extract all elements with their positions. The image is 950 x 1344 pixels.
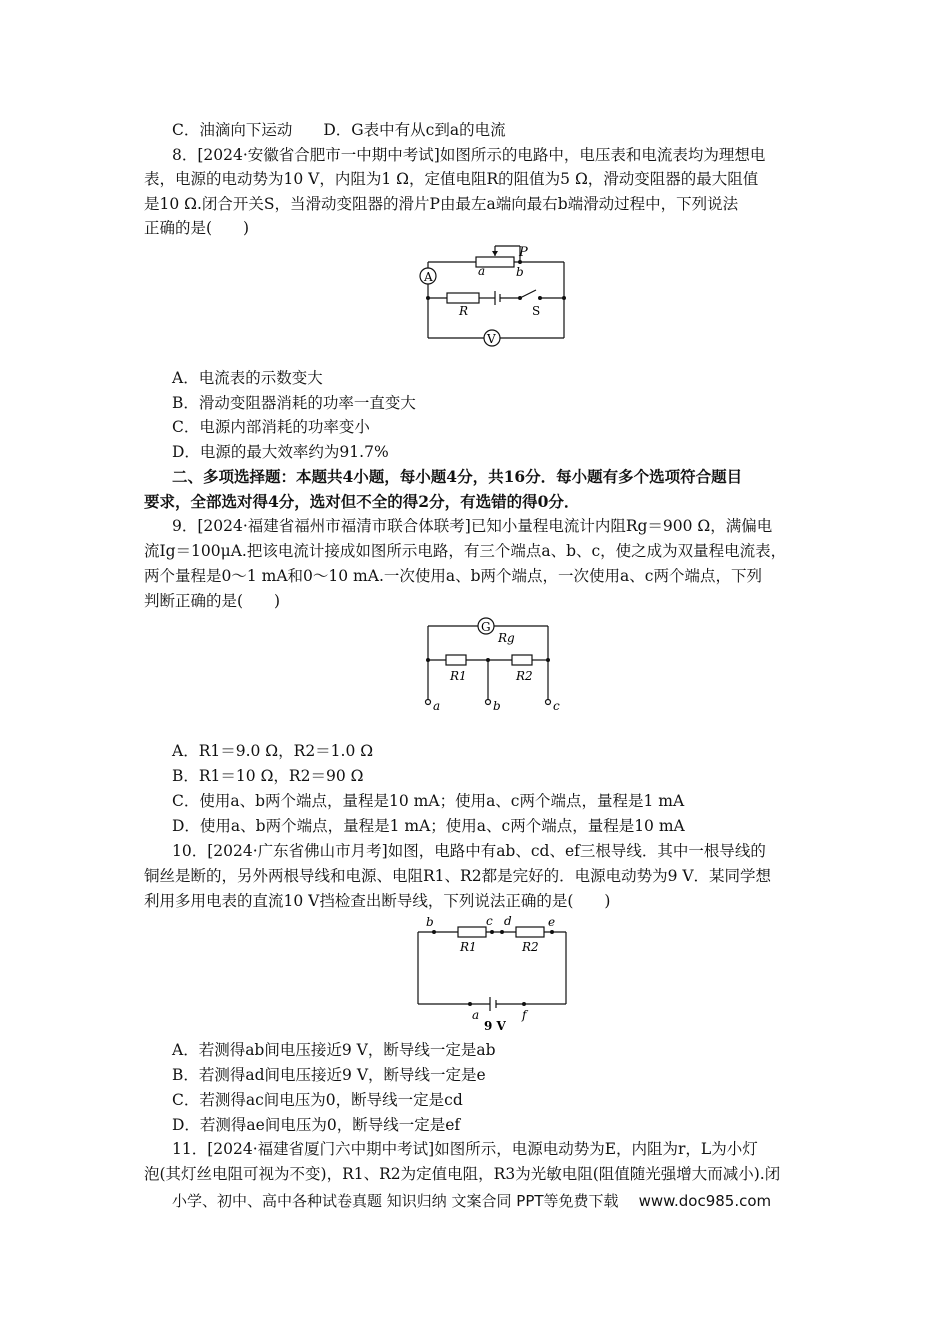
page-footer (172, 1190, 771, 1212)
q9-option-c: C．使用a、b两个端点，量程是10 mA；使用a、c两个端点，量程是1 mA (172, 792, 685, 810)
q10-line-2: 铜丝是断的，另外两根导线和电源、电阻R1、R2都是完好的．电源电动势为9 V．某同学想 (144, 867, 772, 885)
r2-label: R2 (516, 669, 533, 683)
q10-line-3: 利用多用电表的直流10 V挡检查出断导线，下列说法正确的是( ) (144, 892, 611, 910)
rg-label: Rg (498, 631, 515, 645)
q8-option-c: C．电源内部消耗的功率变小 (172, 418, 370, 436)
q10-option-c: C．若测得ac间电压为0，断导线一定是cd (172, 1091, 463, 1109)
ammeter-label: A (424, 270, 433, 284)
q11-line-2: 泡(其灯丝电阻可视为不变)，R1、R2为定值电阻，R3为光敏电阻(阻值随光强增大而减小).闭 (144, 1165, 781, 1183)
q8-option-d: D．电源的最大效率约为91.7% (172, 443, 389, 461)
q9-line-2: 流Ig＝100μA.把该电流计接成如图所示电路，有三个端点a、b、c，使之成为双量程电流表， (144, 542, 787, 560)
q8-option-a: A．电流表的示数变大 (172, 369, 323, 387)
q8-line-4: 正确的是( ) (144, 219, 250, 237)
q10-option-b: B．若测得ad间电压接近9 V，断导线一定是e (172, 1066, 486, 1084)
q8-circuit-svg (412, 238, 582, 353)
q10-line-1: 10．[2024·广东省佛山市月考]如图，电路中有ab、cd、ef三根导线．其中一根导线的 (172, 842, 766, 860)
node-b-label: b (426, 915, 434, 929)
q9-option-d: D．使用a、b两个端点，量程是1 mA；使用a、c两个端点，量程是10 mA (172, 817, 685, 835)
node-e-label: e (548, 915, 556, 929)
q9-option-b: B．R1＝10 Ω，R2＝90 Ω (172, 767, 364, 785)
footer-site-link[interactable]: www.doc985.com (638, 1192, 772, 1210)
q10-option-a: A．若测得ab间电压接近9 V，断导线一定是ab (172, 1041, 496, 1059)
slider-label: P (519, 245, 528, 260)
node-c-label: c (486, 914, 493, 928)
resistor-r-label: R (459, 304, 469, 318)
q11-line-1: 11．[2024·福建省厦门六中期中考试]如图所示，电源电动势为E，内阻为r，L为小灯 (172, 1140, 758, 1158)
voltmeter-label: V (487, 332, 496, 346)
section-2-heading-1: 二、多项选择题：本题共4小题，每小题4分，共16分．每小题有多个选项符合题目 (172, 467, 743, 486)
galvanometer-label: G (481, 620, 491, 634)
q9-circuit-figure (418, 614, 568, 714)
q7-options-cd: C．油滴向下运动 D．G表中有从c到a的电流 (172, 121, 506, 139)
q9-option-a: A．R1＝9.0 Ω，R2＝1.0 Ω (172, 742, 374, 760)
q8-line-1: 8．[2024·安徽省合肥市一中期中考试]如图所示的电路中，电压表和电流表均为理想电 (172, 146, 766, 164)
q10-circuit-figure (412, 914, 577, 1034)
section-2-heading-2: 要求，全部选对得4分，选对但不全的得2分，有选错的得0分． (144, 492, 580, 511)
node-a-label: a (472, 1008, 480, 1022)
terminal-b-label: b (493, 699, 501, 713)
q8-option-b: B．滑动变阻器消耗的功率一直变大 (172, 394, 416, 412)
q10-circuit-svg (412, 914, 577, 1034)
switch-s-label: S (532, 304, 541, 318)
terminal-c-label: c (553, 699, 560, 713)
node-d-label: d (504, 914, 512, 928)
q9-circuit-svg (418, 614, 568, 714)
q8-line-2: 表，电源的电动势为10 V，内阻为1 Ω，定值电阻R的阻值为5 Ω，滑动变阻器的最大阻值 (144, 170, 759, 188)
r2-label: R2 (522, 940, 539, 954)
q9-line-3: 两个量程是0～1 mA和0～10 mA.一次使用a、b两个端点，一次使用a、c两个端点，下列 (144, 567, 762, 585)
terminal-a-label: a (433, 699, 441, 713)
emf-label: 9 V (484, 1019, 506, 1033)
node-f-label: f (522, 1008, 527, 1022)
q9-line-4: 判断正确的是( ) (144, 592, 281, 610)
end-b-label: b (516, 265, 524, 279)
q10-option-d: D．若测得ae间电压为0，断导线一定是ef (172, 1116, 461, 1134)
q9-line-1: 9．[2024·福建省福州市福清市联合体联考]已知小量程电流计内阻Rg＝900 Ω，满偏电 (172, 517, 773, 535)
q8-line-3: 是10 Ω.闭合开关S，当滑动变阻器的滑片P由最左a端向最右b端滑动过程中，下列说法 (144, 195, 739, 213)
end-a-label: a (478, 264, 486, 278)
footer-text: 小学、初中、高中各种试卷真题 知识归纳 文案合同 PPT等免费下载 (172, 1192, 619, 1210)
r1-label: R1 (450, 669, 467, 683)
q8-circuit-figure (412, 238, 582, 353)
r1-label: R1 (460, 940, 477, 954)
